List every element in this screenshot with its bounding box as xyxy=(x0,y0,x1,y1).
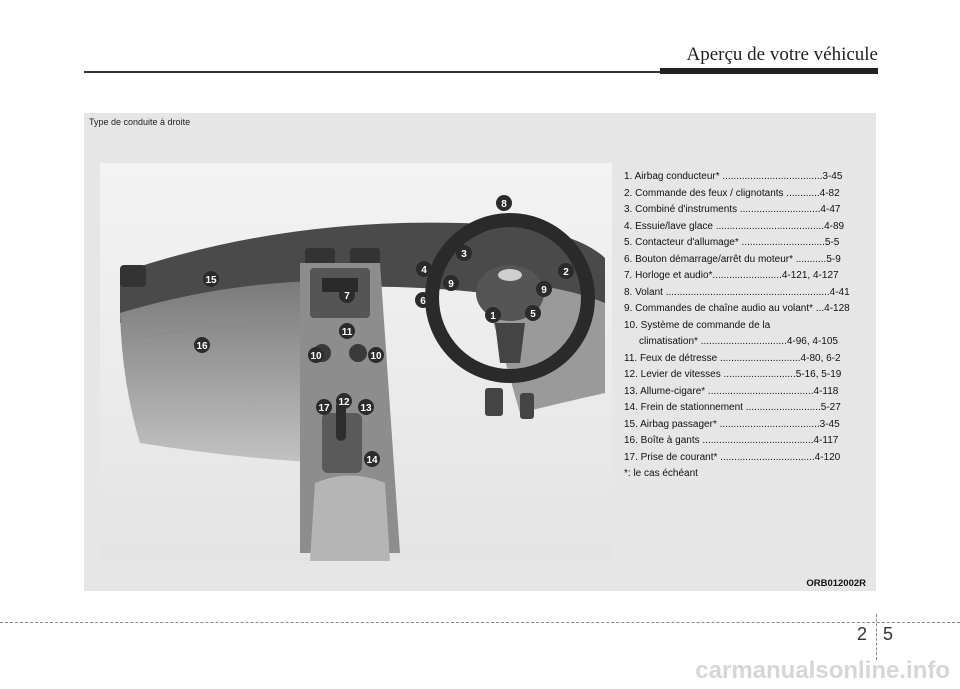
legend-item: *: le cas échéant xyxy=(624,468,698,479)
legend-item: 15. Airbag passager* ....................................3-45 xyxy=(624,418,840,430)
callout-label: 3 xyxy=(461,249,467,260)
legend-item: 12. Levier de vitesses ..........................5-16, 5-19 xyxy=(624,369,842,380)
callout-label: 9 xyxy=(448,279,454,290)
armrest xyxy=(310,476,390,562)
callout-label: 8 xyxy=(501,199,507,210)
legend-item: 6. Bouton démarrage/arrêt du moteur* ...........5-9 xyxy=(624,253,841,265)
callout-label: 13 xyxy=(360,403,372,414)
figure-panel xyxy=(84,113,876,591)
figure-code: ORB012002R xyxy=(806,578,866,589)
legend-item: 11. Feux de détresse .............................4-80, 6-2 xyxy=(624,352,841,364)
legend-item-continuation: climatisation* ...............................4-96, 4-105 xyxy=(639,336,838,347)
legend-item: 7. Horloge et audio*.........................4-121, 4-127 xyxy=(624,270,839,281)
brand-emblem xyxy=(498,269,522,281)
figure-caption: Type de conduite à droite xyxy=(89,117,191,127)
legend-item: 1. Airbag conducteur* ....................................3-45 xyxy=(624,171,843,182)
watermark: carmanualsonline.info xyxy=(695,657,950,684)
callout-label: 16 xyxy=(196,341,208,352)
callout-label: 10 xyxy=(310,351,322,362)
callout-label: 14 xyxy=(366,455,378,466)
footer-rule xyxy=(0,622,960,623)
callout-label: 2 xyxy=(563,267,569,278)
page-number: 5 xyxy=(883,624,894,644)
legend-item: 10. Système de commande de la xyxy=(624,319,771,331)
dashboard-illustration xyxy=(100,163,612,561)
legend-item: 14. Frein de stationnement ...........................5-27 xyxy=(624,402,841,413)
callout-label: 11 xyxy=(341,327,353,338)
legend-item: 2. Commande des feux / clignotants ............4-82 xyxy=(624,187,840,199)
legend-item: 17. Prise de courant* ..................................4-120 xyxy=(624,451,841,463)
legend-item: 5. Contacteur d'allumage* ..............................5-5 xyxy=(624,237,840,248)
callout-label: 12 xyxy=(338,397,350,408)
page-header-title: Aperçu de votre véhicule xyxy=(686,44,878,65)
steering-column xyxy=(495,323,525,363)
pedal-right xyxy=(520,393,534,419)
page-separator xyxy=(876,614,877,660)
callout-label: 4 xyxy=(421,265,427,276)
callout-label: 6 xyxy=(420,296,426,307)
page-section-number: 2 xyxy=(857,624,868,644)
legend-item: 16. Boîte à gants ........................................4-117 xyxy=(624,435,839,446)
callout-label: 10 xyxy=(370,351,382,362)
component-legend xyxy=(624,169,864,483)
callout-label: 5 xyxy=(530,309,536,320)
callout-label: 1 xyxy=(490,311,496,322)
legend-item: 3. Combiné d'instruments .............................4-47 xyxy=(624,204,841,215)
callout-label: 9 xyxy=(541,285,547,296)
air-vent-left xyxy=(120,265,146,287)
header-rule-accent xyxy=(660,68,878,74)
dashboard-body xyxy=(120,281,330,463)
pedal-left xyxy=(485,388,503,416)
callout-label: 15 xyxy=(205,275,217,286)
callout-label: 17 xyxy=(318,403,330,414)
legend-item: 8. Volant ...........................................................4-41 xyxy=(624,286,850,298)
legend-item: 13. Allume-cigare* ......................................4-118 xyxy=(624,385,839,397)
legend-item: 9. Commandes de chaîne audio au volant* ...4-128 xyxy=(624,303,850,314)
hvac-knob-right xyxy=(349,344,367,362)
legend-item: 4. Essuie/lave glace .......................................4-89 xyxy=(624,220,845,232)
callout-label: 7 xyxy=(344,291,350,302)
